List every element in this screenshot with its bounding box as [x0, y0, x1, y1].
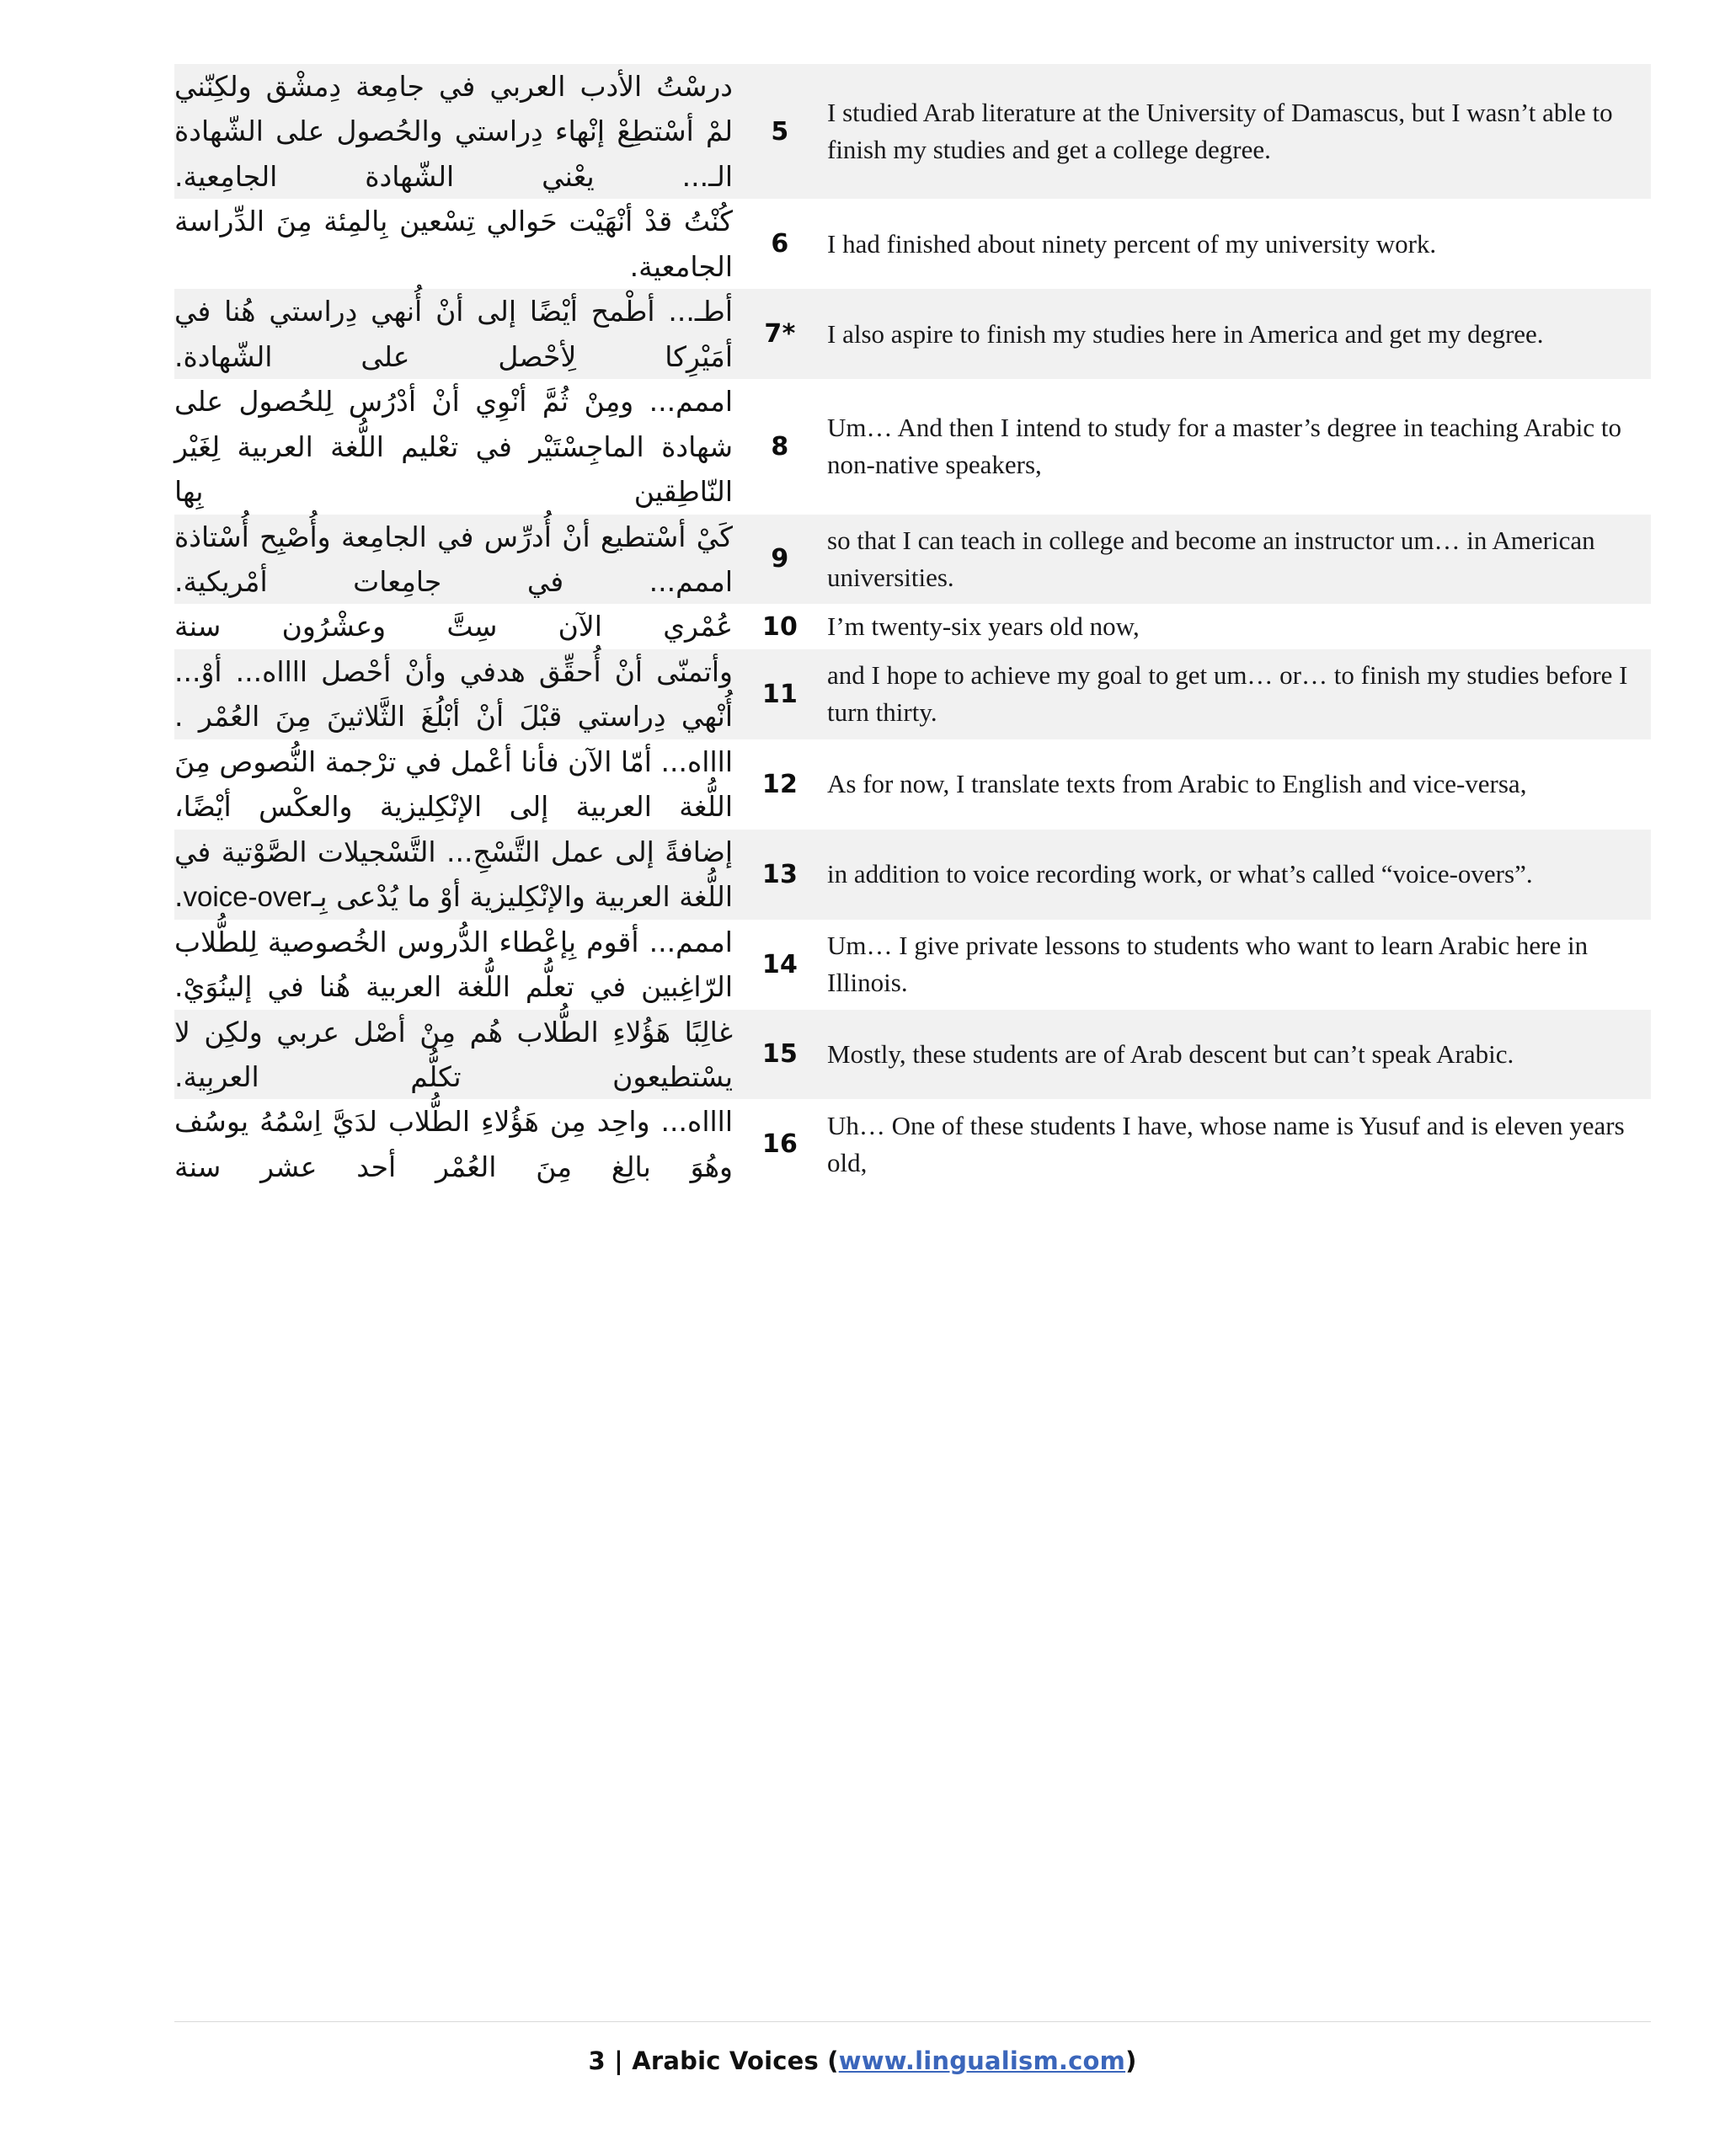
line-number-cell: 12	[733, 739, 827, 830]
english-translation-cell: and I hope to achieve my goal to get um… or… to finish my studies before I turn thirty.	[827, 649, 1651, 739]
arabic-transcript-cell: وأتمنى أن أحقق هدفي وأن أحصل ااااه... أو... أنهي دراستي قبل أن أبلغ الثلاثين من العمر .	[174, 649, 733, 739]
english-translation-cell: so that I can teach in college and become an instructor um… in American universities.	[827, 515, 1651, 605]
table-row	[174, 649, 1651, 739]
transcript-table	[174, 64, 1651, 1189]
arabic-transcript-cell: غالبا هؤلاء الطلاب هم من أصل عربي ولكن لا يستطيعون تكلم العربية.	[174, 1010, 733, 1100]
line-number-cell: 8	[733, 379, 827, 514]
table-row	[174, 379, 1651, 514]
arabic-transcript-cell: عمري الآن ست وعشرون سنة	[174, 604, 733, 648]
arabic-transcript-text: إضافة إلى عمل التسج... التسجيلات الصوتية في اللغة العربية والإنكليزية أو ما يدعى بـ	[174, 835, 734, 914]
arabic-transcript-cell: اممم... ومن ثم أنوي أن أدرس للحصول على شهادة الماجستير في تعليم اللغة العربية لغير الناطقين بها	[174, 379, 733, 514]
line-number-cell: 15	[733, 1010, 827, 1100]
english-translation-cell: I’m twenty-six years old now,	[827, 604, 1651, 648]
table-row	[174, 199, 1651, 289]
line-number-cell: 11	[733, 649, 827, 739]
line-number-cell: 5	[733, 64, 827, 199]
line-number-cell: 16	[733, 1099, 827, 1189]
table-row	[174, 1010, 1651, 1100]
transcript-body	[174, 64, 1651, 1189]
arabic-transcript-cell: درست الأدب العربي في جامعة دمشق ولكنني لم أستطع إنهاء دراستي والحصول على الشهادة الـ... يعني الشهادة الجامعية.	[174, 64, 733, 199]
footer-separator: |	[614, 2047, 623, 2075]
table-row	[174, 830, 1651, 920]
footer-divider	[174, 2021, 1651, 2022]
arabic-transcript-cell: كنت قد أنهيت حوالي تسعين بالمئة من الدراسة الجامعية.	[174, 199, 733, 289]
arabic-transcript-cell: ااااه... واحد من هؤلاء الطلاب لدي اسمه يوسف وهو بالغ من العمر أحد عشر سنة	[174, 1099, 733, 1189]
table-row	[174, 289, 1651, 379]
line-number-cell: 7*	[733, 289, 827, 379]
table-row	[174, 920, 1651, 1010]
table-row	[174, 64, 1651, 199]
english-translation-cell: Uh… One of these students I have, whose name is Yusuf and is eleven years old,	[827, 1099, 1651, 1189]
table-row	[174, 515, 1651, 605]
english-translation-cell: Um… I give private lessons to students who want to learn Arabic here in Illinois.	[827, 920, 1651, 1010]
footer-paren-close: )	[1125, 2047, 1137, 2075]
footer-page-number: 3	[588, 2047, 606, 2075]
arabic-transcript-cell: كي أستطيع أن أدرس في الجامعة وأصبح أستاذة اممم... في جامعات أمريكية.	[174, 515, 733, 605]
arabic-sentence-period: .	[174, 880, 184, 914]
arabic-transcript-cell	[174, 830, 733, 920]
english-translation-cell: I studied Arab literature at the University of Damascus, but I wasn’t able to finish my studies and get a college degree.	[827, 64, 1651, 199]
line-number-cell: 9	[733, 515, 827, 605]
line-number-cell: 13	[733, 830, 827, 920]
arabic-transcript-cell: ااااه... أما الآن فأنا أعمل في ترجمة النصوص من اللغة العربية إلى الإنكليزية والعكس أيضا،	[174, 739, 733, 830]
page-footer	[0, 2047, 1725, 2075]
english-translation-cell: As for now, I translate texts from Arabic to English and vice-versa,	[827, 739, 1651, 830]
table-row	[174, 1099, 1651, 1189]
line-number-cell: 6	[733, 199, 827, 289]
line-number-cell: 10	[733, 604, 827, 648]
footer-book-title: Arabic Voices	[632, 2047, 819, 2075]
english-translation-cell: in addition to voice recording work, or what’s called “voice-overs”.	[827, 830, 1651, 920]
arabic-latin-term: voice-over	[183, 881, 312, 913]
english-translation-cell: Um… And then I intend to study for a master’s degree in teaching Arabic to non-native speakers,	[827, 379, 1651, 514]
arabic-transcript-cell: أطـ... أطمح أيضا إلى أن أنهي دراستي هنا في أميركا لأحصل على الشهادة.	[174, 289, 733, 379]
english-translation-cell: I also aspire to finish my studies here in America and get my degree.	[827, 289, 1651, 379]
table-row	[174, 604, 1651, 648]
arabic-transcript-cell: اممم... أقوم بإعطاء الدروس الخصوصية للطلاب الراغبين في تعلم اللغة العربية هنا في إلينوي.	[174, 920, 733, 1010]
line-number-cell: 14	[733, 920, 827, 1010]
english-translation-cell: Mostly, these students are of Arab descent but can’t speak Arabic.	[827, 1010, 1651, 1100]
english-translation-cell: I had finished about ninety percent of my university work.	[827, 199, 1651, 289]
lingualism-website-link[interactable]: www.lingualism.com	[838, 2047, 1126, 2075]
footer-paren-open: (	[827, 2047, 839, 2075]
table-row	[174, 739, 1651, 830]
